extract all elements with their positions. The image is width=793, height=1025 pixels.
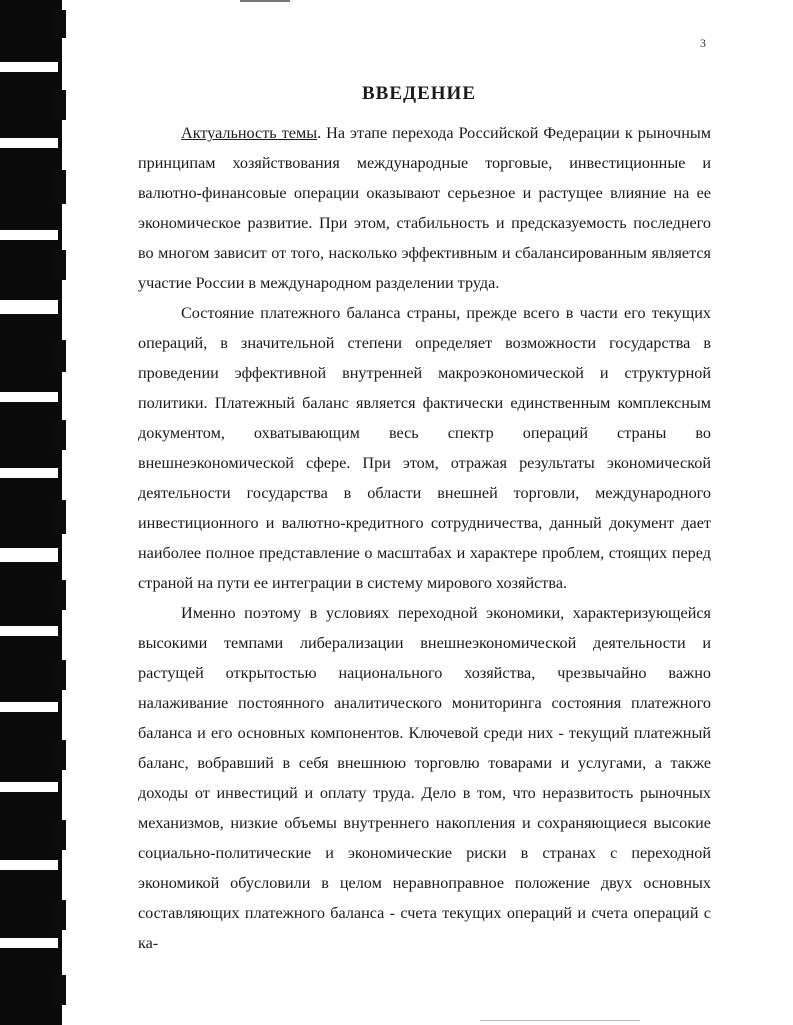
- binding-gap: [0, 230, 58, 240]
- paragraph-balance-state: Состояние платежного баланса страны, прежде всего в части его текущих операций, в значительной степени определяет возможности государства в проведении эффективной внутренней макроэкономической и структурной политики. Платежный баланс является фактически единственным комплексным документом, охватывающим весь спектр операций страны во внешнеэкономической сфере. При этом, отражая результаты экономической деятельности государства в области внешней торговли, международного инвестиционного и валютно-кредитного сотрудничества, данный документ дает наиболее полное представление о масштабах и характере проблем, стоящих перед страной на пути ее интеграции в систему мирового хозяйства.: [138, 304, 711, 592]
- scan-binding-strip: [0, 0, 72, 1025]
- paragraph-relevance: [138, 118, 711, 298]
- binding-gap: [0, 782, 58, 792]
- binding-gap: [0, 626, 58, 636]
- binding-hole: [52, 580, 66, 610]
- binding-gap: [0, 300, 58, 314]
- binding-hole: [52, 500, 66, 534]
- binding-hole: [52, 900, 66, 930]
- binding-gap: [0, 702, 58, 712]
- binding-hole: [52, 975, 66, 1005]
- relevance-heading: Актуальность темы: [181, 124, 318, 142]
- page-title: ВВЕДЕНИЕ: [362, 83, 476, 104]
- binding-gap: [0, 938, 58, 948]
- binding-gap: [0, 392, 58, 402]
- binding-gap: [0, 548, 58, 562]
- binding-gap: [0, 138, 58, 148]
- binding-hole: [52, 250, 66, 280]
- body-text: [138, 118, 711, 958]
- binding-gap: [0, 468, 58, 478]
- binding-hole: [52, 170, 66, 204]
- paragraph-text: . На этапе перехода Российской Федерации к рыночным принципам хозяйствования международные торговые, инвестиционные и валютно-финансовые операции оказывают серьезное и растущее влияние на ее экономическое развитие. При этом, стабильность и предсказуемость последнего во многом зависит от того, насколько эффективным и сбалансированным является участие России в международном разделении труда.: [138, 124, 711, 292]
- binding-hole: [52, 740, 66, 770]
- binding-hole: [52, 90, 66, 120]
- scan-artifact-line: [480, 1020, 640, 1021]
- binding-gap: [0, 860, 58, 870]
- binding-hole: [52, 660, 66, 690]
- binding-hole: [52, 820, 66, 850]
- binding-hole: [52, 340, 66, 372]
- binding-gap: [0, 62, 58, 72]
- scan-artifact-line: [240, 0, 290, 2]
- binding-hole: [52, 10, 66, 38]
- page-number: 3: [700, 36, 706, 50]
- paragraph-transition-economy: Именно поэтому в условиях переходной экономики, характеризующейся высокими темпами либерализации внешнеэкономической деятельности и растущей открытостью национального хозяйства, чрезвычайно важно налаживание постоянного аналитического мониторинга состояния платежного баланса и его основных компонентов. Ключевой среди них - текущий платежный баланс, вобравший в себя внешнюю торговлю товарами и услугами, а также доходы от инвестиций и оплату труда. Дело в том, что неразвитость рыночных механизмов, низкие объемы внутреннего накопления и сохраняющиеся высокие социально-политические и экономические риски в странах с переходной экономикой обусловили в целом неравноправное положение двух основных составляющих платежного баланса - счета текущих операций и счета операций с ка-: [138, 604, 711, 952]
- binding-hole: [52, 420, 66, 450]
